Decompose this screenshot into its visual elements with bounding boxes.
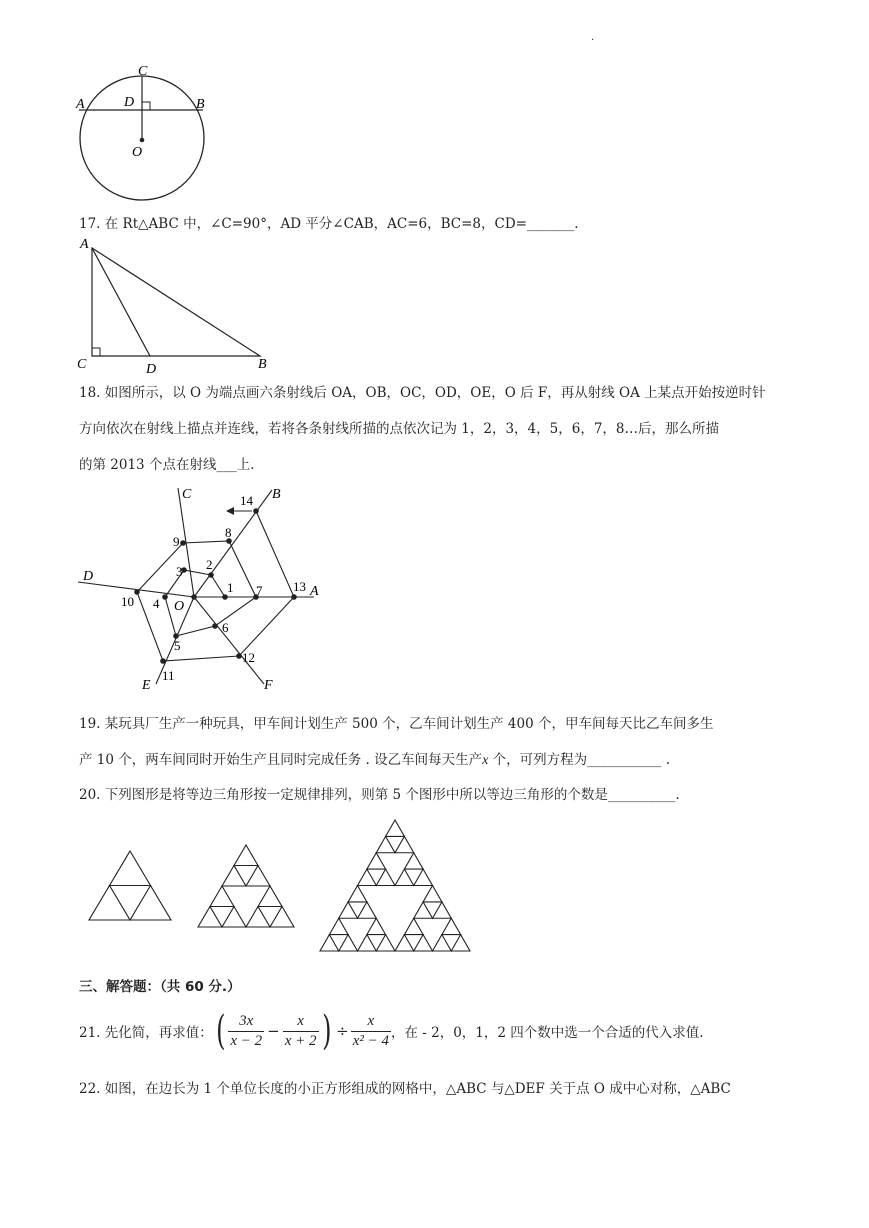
question-19-line2: [79, 748, 670, 769]
fraction-2: $\frac{x}{x + 2}$: [284, 1012, 317, 1049]
question-18-line1: 18. 如图所示，以 O 为端点画六条射线后 OA，OB，OC，OD，OE，O 后 F，再从射线 OA 上某点开始按逆时针: [79, 385, 766, 401]
point-10: 10: [121, 594, 134, 609]
triangle-pattern-2: [197, 844, 295, 928]
header-dot: .: [591, 32, 595, 43]
question-19-line2-start: 产 10 个，两车间同时开始生产且同时完成任务 . 设乙车间每天生产: [79, 752, 483, 768]
ray-label-b: B: [272, 487, 281, 502]
question-19-line2-end: 个，可列方程为___________ .: [488, 752, 670, 768]
ray-label-e: E: [142, 678, 151, 693]
triangle-pattern-3: [319, 819, 471, 952]
label-c: C: [138, 64, 148, 79]
label-a: A: [80, 237, 89, 252]
question-18-line2: 方向依次在射线上描点并连线，若将各条射线所描的点依次记为 1，2，3，4，5，6，7，8…后，那么所描: [79, 421, 720, 437]
point-14: 14: [240, 493, 253, 508]
point-1: 1: [227, 580, 234, 595]
ray-label-o: O: [174, 599, 185, 614]
bisector-ad: [92, 248, 150, 356]
question-21-prefix: 21. 先化简，再求值：: [79, 1025, 213, 1041]
triangle-figure: [74, 234, 274, 374]
label-b: B: [258, 357, 267, 372]
question-20: 20. 下列图形是将等边三角形按一定规律排列，则第 5 个图形中所以等边三角形的个数是__________.: [79, 787, 680, 803]
point-4: 4: [153, 596, 160, 611]
ray-label-d: D: [83, 569, 94, 584]
question-21-suffix: ，在 - 2，0，1，2 四个数中选一个合适的代入求值.: [390, 1025, 704, 1041]
question-21: [79, 1008, 704, 1054]
point-8: 8: [225, 525, 232, 540]
point-7: 7: [256, 583, 263, 598]
divide-sign: ÷: [336, 1022, 349, 1040]
section-3-title: 三、解答题：（共 60 分.）: [79, 979, 241, 995]
point-3: 3: [176, 564, 183, 579]
triangle-abc: [92, 248, 260, 356]
point-12: 12: [242, 650, 255, 665]
fraction-1: $\frac{3x}{x - 2}$: [230, 1012, 263, 1049]
variable-x: x: [482, 753, 489, 768]
right-paren: ): [321, 1008, 332, 1054]
point-2: 2: [206, 557, 213, 572]
left-paren: (: [215, 1008, 226, 1054]
triangle-pattern-1: [88, 850, 172, 922]
question-22: 22. 如图，在边长为 1 个单位长度的小正方形组成的网格中，△ABC 与△DEF 关于点 O 成中心对称，△ABC: [79, 1081, 731, 1097]
point-9: 9: [173, 534, 180, 549]
circle-figure: [74, 62, 214, 204]
label-c: C: [77, 357, 87, 372]
label-d: D: [146, 362, 157, 374]
minus-sign: −: [267, 1022, 280, 1040]
question-18-line3: 的第 2013 个点在射线___上.: [79, 457, 255, 473]
center-o: [140, 138, 145, 143]
ray-label-a: A: [310, 584, 319, 599]
label-o: O: [132, 145, 143, 160]
label-b: B: [196, 97, 205, 112]
point-6: 6: [222, 620, 229, 635]
ray-label-c: C: [182, 487, 192, 502]
label-d: D: [124, 95, 135, 110]
point-13: 13: [293, 579, 306, 594]
question-17: 17. 在 Rt△ABC 中，∠C=90°，AD 平分∠CAB，AC=6，BC=8，CD=_______.: [79, 216, 579, 232]
rays-figure: [74, 484, 334, 694]
point-11: 11: [162, 668, 175, 683]
question-19-line1: 19. 某玩具厂生产一种玩具，甲车间计划生产 500 个，乙车间计划生产 400 个，甲车间每天比乙车间多生: [79, 716, 714, 732]
ray-label-f: F: [264, 678, 273, 693]
point-5: 5: [174, 638, 181, 653]
fraction-3: $\frac{x}{\text{x² − 4}}$: [352, 1012, 389, 1049]
label-a: A: [76, 97, 85, 112]
